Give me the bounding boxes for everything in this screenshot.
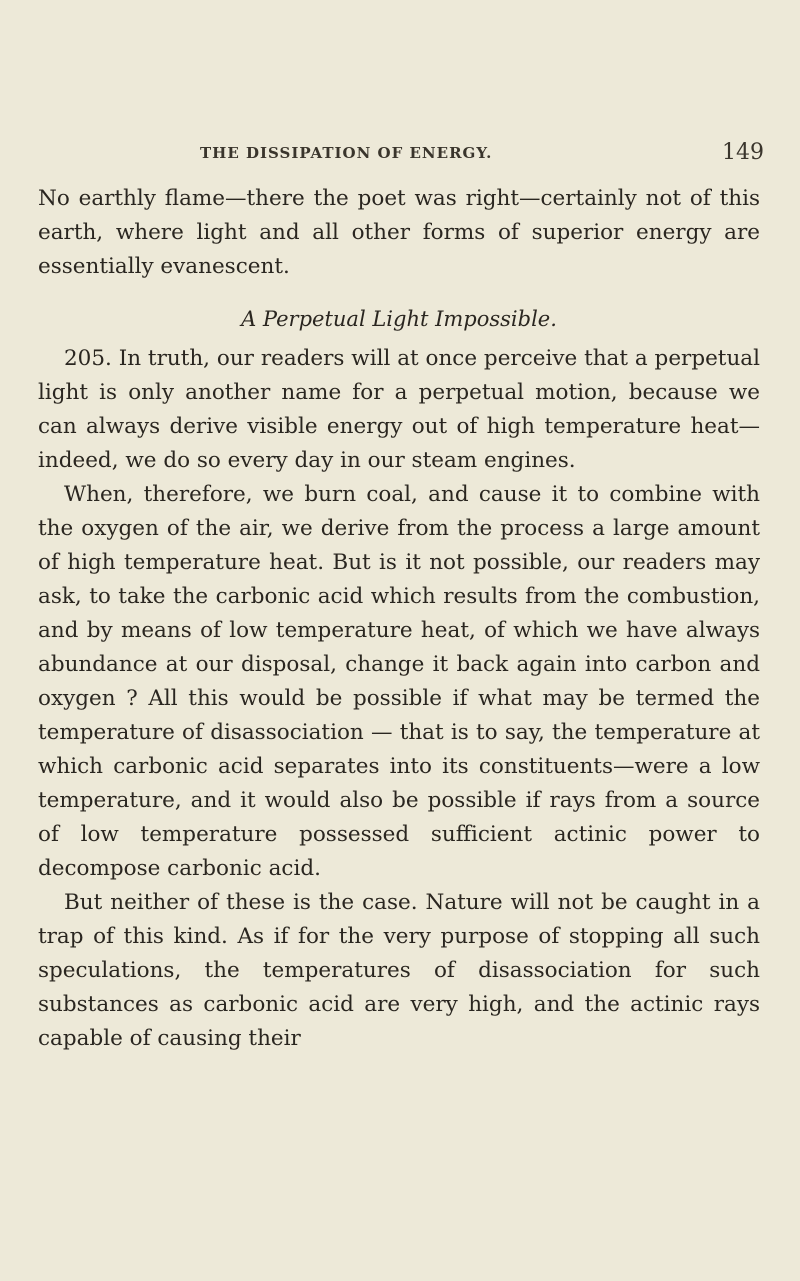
paragraph-but: But neither of these is the case. Nature will not be caught in a trap of this kind. As if for the very purpose of stopping all such speculations, the temperatures of disassociation for such substances as carbonic acid are very high, and the actinic rays capable of causing their xyxy=(38,890,760,1051)
section-title: A Perpetual Light Impossible. xyxy=(241,307,557,331)
body-text xyxy=(38,182,760,1056)
intro-paragraph: No earthly flame—there the poet was right—certainly not of this earth, where light and all other forms of superior energy are essentially evanescent. xyxy=(38,186,760,279)
paragraph-when: When, therefore, we burn coal, and cause it to combine with the oxygen of the air, we derive from the process a large amount of high temperature heat. But is it not possible, our readers may ask, to take the carbonic acid which results from the combustion, and by means of low temperature heat, of which we have always abundance at our disposal, change it back again into carbon and oxygen ? All this would be possible if what may be termed the temperature of disassociation — that is to say, the temperature at which carbonic acid separates into its constituents—were a low temperature, and it would also be possible if rays from a source of low temperature possessed sufficient actinic power to decompose carbonic acid. xyxy=(38,482,760,881)
running-head: THE DISSIPATION OF ENERGY. xyxy=(200,144,493,162)
paragraph-205: 205. In truth, our readers will at once perceive that a perpetual light is only another name for a perpetual motion, because we can always derive visible energy out of high temperature heat—indeed, we do so every day in our steam engines. xyxy=(38,346,760,473)
page-number: 149 xyxy=(722,140,764,165)
